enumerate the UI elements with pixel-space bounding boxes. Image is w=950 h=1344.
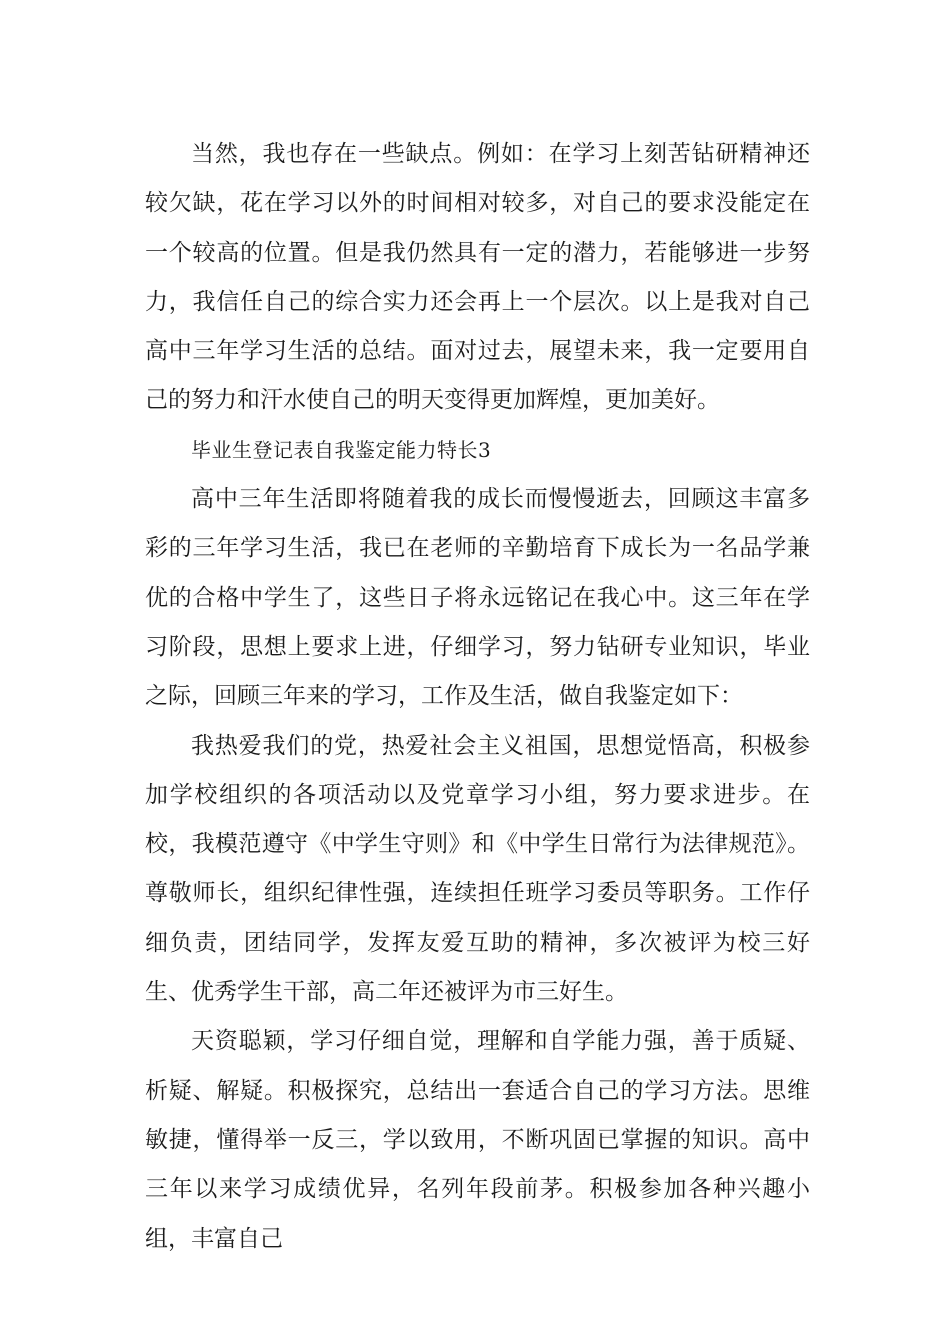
section-heading: 毕业生登记表自我鉴定能力特长3 xyxy=(191,437,492,462)
paragraph-study: 天资聪颖，学习仔细自觉，理解和自学能力强，善于质疑、析疑、解疑。积极探究，总结出一套适合自己的学习方法。思维敏捷，懂得举一反三，学以致用，不断巩固已掌握的知识。高中三年以来学习成绩优异，名列年段前茅。积极参加各种兴趣小组，丰富自己 xyxy=(145,1028,810,1252)
document-body xyxy=(145,130,810,1264)
paragraph-political: 我热爱我们的党，热爱社会主义祖国，思想觉悟高，积极参加学校组织的各项活动以及党章学习小组，努力要求进步。在校，我模范遵守《中学生守则》和《中学生日常行为法律规范》。尊敬师长，组织纪律性强，连续担任班学习委员等职务。工作仔细负责，团结同学，发挥友爱互助的精神，多次被评为校三好生、优秀学生干部，高二年还被评为市三好生。 xyxy=(145,732,810,1006)
paragraph-shortcomings: 当然，我也存在一些缺点。例如：在学习上刻苦钻研精神还较欠缺，花在学习以外的时间相对较多，对自己的要求没能定在一个较高的位置。但是我仍然具有一定的潜力，若能够进一步努力，我信任自己的综合实力还会再上一个层次。以上是我对自己高中三年学习生活的总结。面对过去，展望未来，我一定要用自己的努力和汗水使自己的明天变得更加辉煌，更加美好。 xyxy=(145,141,810,414)
paragraph-intro: 高中三年生活即将随着我的成长而慢慢逝去，回顾这丰富多彩的三年学习生活，我已在老师的辛勤培育下成长为一名品学兼优的合格中学生了，这些日子将永远铭记在我心中。这三年在学习阶段，思想上要求上进，仔细学习，努力钻研专业知识，毕业之际，回顾三年来的学习，工作及生活，做自我鉴定如下： xyxy=(145,486,810,710)
